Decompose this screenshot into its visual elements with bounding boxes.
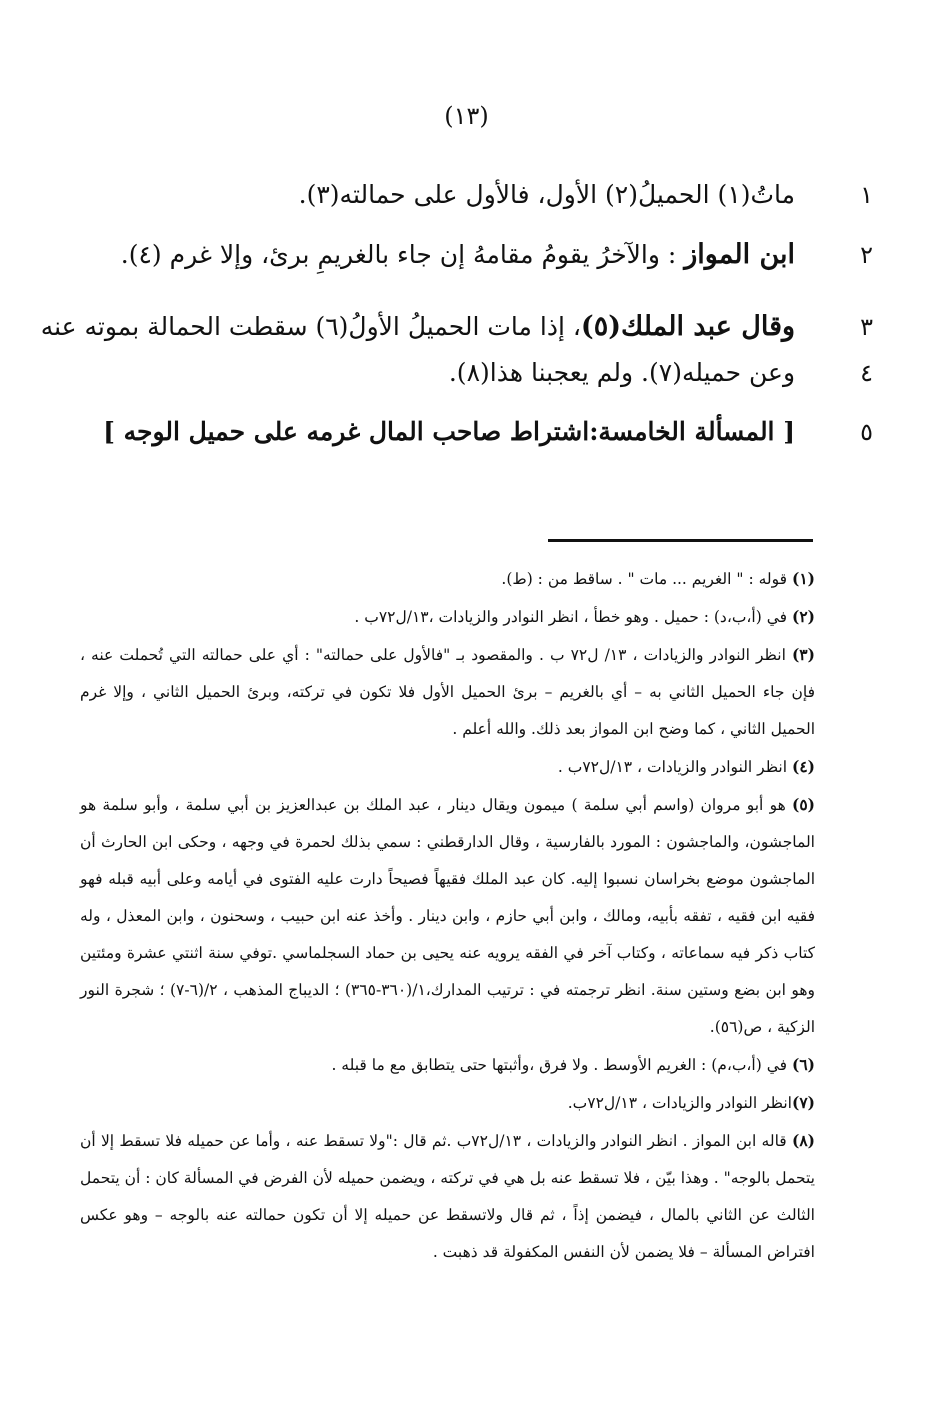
footnote-text: انظر النوادر والزيادات ، ١٣/ل٧٢ب.	[567, 1094, 792, 1112]
line-number: ١	[860, 181, 873, 209]
page-number: (١٣)	[444, 102, 489, 130]
footnote	[80, 598, 815, 636]
footnote-text: انظر النوادر والزيادات ، ١٣/ ل٧٢ ب . والمقصود بـ "فالأول على حمالته" : أي على حمالته التي تُحملت عنه ، فإن جاء الحميل الثاني به – أي بالغريم – برئ الحميل الأول فلا تكون في تركته، وبرئ الحميل الثاني ، وإلا غرم الحميل الثاني ، كما وضح ابن المواز بعد ذلك. والله أعلم .	[80, 646, 815, 738]
main-line-3	[40, 307, 873, 347]
line-text: وعن حميله(٧). ولم يعجبنا هذا(٨).	[448, 358, 796, 387]
footnote-number: (٨)	[791, 1131, 815, 1150]
footnote-text: قاله ابن المواز . انظر النوادر والزيادات ، ١٣/ل٧٢ب .ثم قال :"ولا تسقط عنه ، وأما عن حميله فلا تسقط إلا أن يتحمل بالوجه" . وهذا بيّن ، فلا تسقط عنه بل هي في تركته ، ويضمن حميله لأن الفرض في المسألة كان : أن يتحمل الثالث عن الثاني بالمال ، فيضمن إذاً ، ثم قال ولاتسقط عن حميله إلا أن تكون حمالته عنه بالوجه – وهو عكس افتراض المسألة – فلا يضمن لأن النفس المكفولة قد ذهبت .	[80, 1132, 815, 1261]
footnote-number: (٧)	[791, 1093, 815, 1112]
footnote-text: هو أبو مروان (واسم أبي سلمة ) ميمون ويقال دينار ، عبد الملك بن عبدالعزيز بن أبي سلمة ، وأبو سلمة هو الماجشون، والماجشون : المورد بالفارسية ، وقال الدارقطني : سمي بذلك لحمرة في وجهه ، وحكى ابن الحارث أن الماجشون موضع بخراسان نسبوا إليه. كان عبد الملك فقيهاً فصيحاً دارت عليه الفتوى في أيامه وعلى أبيه قبله فهو فقيه ابن فقيه ، تفقه بأبيه، ومالك ، وابن أبي حازم ، وابن دينار . وأخذ عنه ابن حبيب ، وسحنون ، وابن المعذل ، وله كتاب ذكر فيه سماعاته ، وكتاب آخر في الفقه يرويه عنه يحيى بن حماد السجلماسي .توفي سنة اثنتي عشرة ومئتين وهو ابن بضع وستين سنة. انظر ترجمته في : ترتيب المدارك،١/(٣٦٠-٣٦٥) ؛ الديباج المذهب ، ٢/(٦-٧) ؛ شجرة النور الزكية ، ص(٥٦).	[80, 796, 815, 1036]
main-line-4	[63, 353, 873, 393]
footnote	[80, 1046, 815, 1084]
footnote-number: (١)	[791, 569, 815, 588]
footnote-text: في (أ،ب،د) : حميل . وهو خطأ ، انظر النوادر والزيادات ،١٣/ل٧٢ب .	[354, 608, 788, 626]
footnote	[80, 1122, 815, 1271]
footnote-divider	[548, 539, 813, 542]
footnote	[80, 1084, 815, 1122]
line-text: : والآخرُ يقومُ مقامهُ إن جاء بالغريمِ برئ، وإلا غرم (٤).	[120, 240, 685, 269]
footnote	[80, 560, 815, 598]
footnote-number: (٢)	[791, 607, 815, 626]
main-line-2	[63, 235, 873, 275]
line-text: ، إذا مات الحميلُ الأولُ(٦) سقطت الحمالة بموته عنه	[40, 312, 581, 341]
footnote-number: (٣)	[791, 645, 815, 664]
line-number: ٥	[860, 418, 873, 446]
line-number: ٤	[860, 359, 873, 387]
section-heading: [ المسألة الخامسة:اشتراط صاحب المال غرمه على حميل الوجه ]	[103, 417, 796, 446]
scholar-name: وقال عبد الملك(٥)	[580, 311, 796, 342]
footnote-text: قوله : " الغريم ... مات " . ساقط من : (ط).	[501, 570, 788, 588]
footnote-text: انظر النوادر والزيادات ، ١٣/ل٧٢ب .	[557, 758, 788, 776]
footnote	[80, 748, 815, 786]
footnote-number: (٤)	[791, 757, 815, 776]
footnotes	[80, 560, 815, 1271]
line-text: ماتُ(١) الحميلُ(٢) الأول، فالأول على حمالته(٣).	[298, 180, 796, 209]
footnote	[80, 786, 815, 1046]
line-number: ٢	[860, 241, 873, 269]
footnote-number: (٥)	[791, 795, 815, 814]
footnote-text: في (أ،ب،م) : الغريم الأوسط . ولا فرق ،وأثبتها حتى يتطابق مع ما قبله .	[331, 1056, 788, 1074]
scholar-name: ابن المواز	[684, 239, 796, 270]
main-line-1	[63, 175, 873, 215]
main-line-5	[63, 412, 873, 452]
footnote-number: (٦)	[791, 1055, 815, 1074]
footnote	[80, 636, 815, 748]
line-number: ٣	[860, 313, 873, 341]
